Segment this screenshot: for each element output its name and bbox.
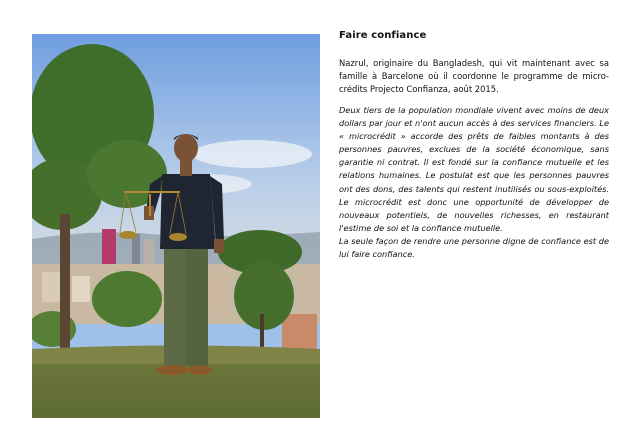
photo-caption: Nazrul, originaire du Bangladesh, qui vit maintenant avec sa famille à Barcelone où il coordonne le programme de micro-crédits Projecto Confianza, août 2015. [339, 58, 609, 94]
text-column [339, 30, 609, 261]
tree-trunk [260, 314, 264, 350]
page-title: Faire confiance [339, 30, 427, 41]
photo-illustration [32, 34, 320, 418]
body-paragraph [339, 104, 609, 261]
tree-foliage [92, 271, 162, 327]
body-paragraph-text: Deux tiers de la population mondiale vivent avec moins de deux dollars par jour et n'ont aucun accès à des services financiers. Le « microcrédit » accorde des prêts de faibles montants à des personnes pauvres, exclues de la société économique, sans garantie ni contrat. Il est fondé sur la confiance mutuelle et les relations humaines. Le postulat est que les personnes pauvres ont des dons, des talents qui restent inutilisés ou sous-exploités. Le microcrédit est donc une opportunité de développer de nouveaux potentiels, de nouvelles richesses, en restaurant l'estime de soi et la confiance mutuelle. [339, 105, 609, 233]
closing-line: La seule façon de rendre une personne digne de confiance est de lui faire confiance. [339, 235, 609, 260]
cloud [192, 140, 312, 168]
tree-trunk [60, 214, 70, 354]
photograph [32, 34, 320, 418]
